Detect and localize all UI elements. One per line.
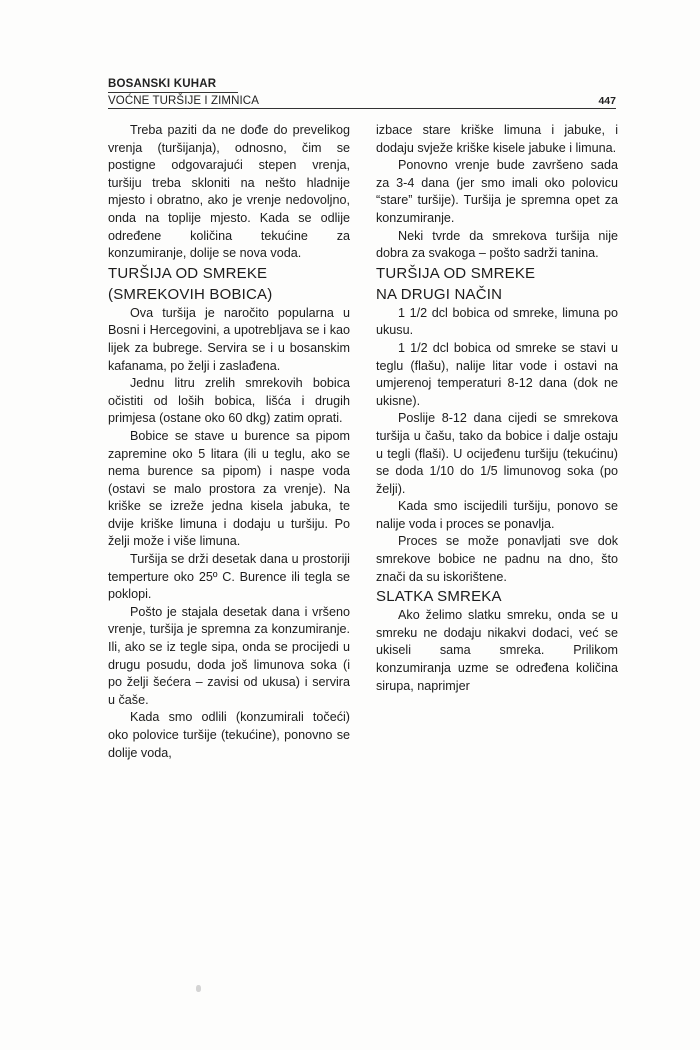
paragraph: Neki tvrde da smrekova turšija nije dobra za svakoga – pošto sadrži tanina. (376, 228, 618, 261)
paragraph: 1 1/2 dcl bobica od smreke se stavi u teglu (flašu), nalije litar vode i ostavi na umjerenoj temperaturi 8-12 dana (dok ne ukisne). (376, 340, 618, 408)
page-header (108, 78, 616, 109)
paragraph: Proces se može ponavljati sve dok smrekove bobice ne padnu na dno, što znači da su iskorištene. (376, 534, 618, 584)
page-number: 447 (598, 95, 616, 107)
paragraph: Ova turšija je naročito popularna u Bosni i Hercegovini, a upotrebljava se i kao lijek za bubrege. Servira se i u bosanskim kafanama, po želji i zaslađena. (108, 305, 350, 373)
heading-line-1: TURŠIJA OD SMREKE (108, 264, 268, 282)
paragraph: Jednu litru zrelih smrekovih bobica očistiti od loših bobica, lišća i drugih primjesa (ostane oko 60 dkg) zatim oprati. (108, 376, 350, 426)
paragraph: izbace stare kriške limuna i jabuke, i dodaju svježe kriške kisele jabuke i limuna. (376, 123, 618, 155)
right-column (376, 122, 618, 762)
section-title: VOĆNE TURŠIJE I ZIMNICA (108, 95, 259, 107)
paragraph: Kada smo odlili (konzumirali točeći) oko polovice turšije (tekućine), ponovno se dolije voda, (108, 710, 350, 760)
header-rule-top (108, 92, 238, 93)
paragraph: Pošto je stajala desetak dana i vršeno vrenje, turšija je spremna za konzumiranje. Ili, ako se iz tegle sipa, onda se procijedi u drugu posudu, doda još limunova soka (i po želji šećera – zavisi od ukusa) i servira u čaše. (108, 604, 350, 707)
paragraph: Turšija se drži desetak dana u prostoriji temperture oko 25º C. Burence ili tegla se poklopi. (108, 552, 350, 602)
heading-line-2: (SMREKOVIH BOBICA) (108, 285, 273, 303)
paragraph: Treba paziti da ne dođe do prevelikog vrenja (turšijanja), odnosno, čim se postigne odgovarajući stepen vrenja, turšiju treba skloniti na nešto hladnije mjesto i obratno, ako je vrenje nedovoljno, onda na toplije mjesto. Kada se odlije određene količina tekućine za konzumiranje, dolije se nova voda. (108, 123, 350, 261)
paragraph: Bobice se stave u burence sa pipom zapremine oko 5 litara (ili u teglu, ako se nema burence sa pipom) i naspe voda (ostavi se malo prostora za vrenje). Na kriške se izreže jedna kisela jabuka, te dvije kriške limuna i dodaju u turšiju. Po želji može i više limuna. (108, 428, 350, 549)
section-heading-slatka-smreka: SLATKA SMREKA (376, 588, 502, 606)
heading-line-2: NA DRUGI NAČIN (376, 285, 503, 303)
paragraph: Poslije 8-12 dana cijedi se smrekova turšija u čašu, tako da bobice i dalje ostaju u tegli (flaši). U ocijeđenu turšiju (tekućinu) se doda 1/10 do 1/5 limunovog soka (po želji). (376, 411, 618, 496)
left-column (108, 122, 350, 762)
paragraph: Ako želimo slatku smreku, onda se u smreku ne dodaju nikakvi dodaci, već se ukiseli sama smreka. Prilikom konzumiranja uzme se određena količina sirupa, naprimjer (376, 608, 618, 693)
section-heading-smreka (108, 263, 350, 305)
header-rule-bottom (108, 108, 616, 109)
body-columns (108, 122, 618, 762)
paragraph: 1 1/2 dcl bobica od smreke, limuna po ukusu. (376, 305, 618, 338)
section-heading-smreka-drugi-nacin (376, 263, 618, 305)
book-title: BOSANSKI KUHAR (108, 78, 217, 90)
paragraph: Kada smo iscijedili turšiju, ponovo se nalije voda i proces se ponavlja. (376, 499, 618, 531)
page-smudge (196, 985, 201, 992)
heading-line-1: TURŠIJA OD SMREKE (376, 264, 536, 282)
paragraph: Ponovno vrenje bude završeno sada za 3-4 dana (jer smo imali oko polovicu “stare” turšije). Turšija je spremna opet za konzumiranje. (376, 158, 618, 225)
header-row (108, 95, 616, 107)
